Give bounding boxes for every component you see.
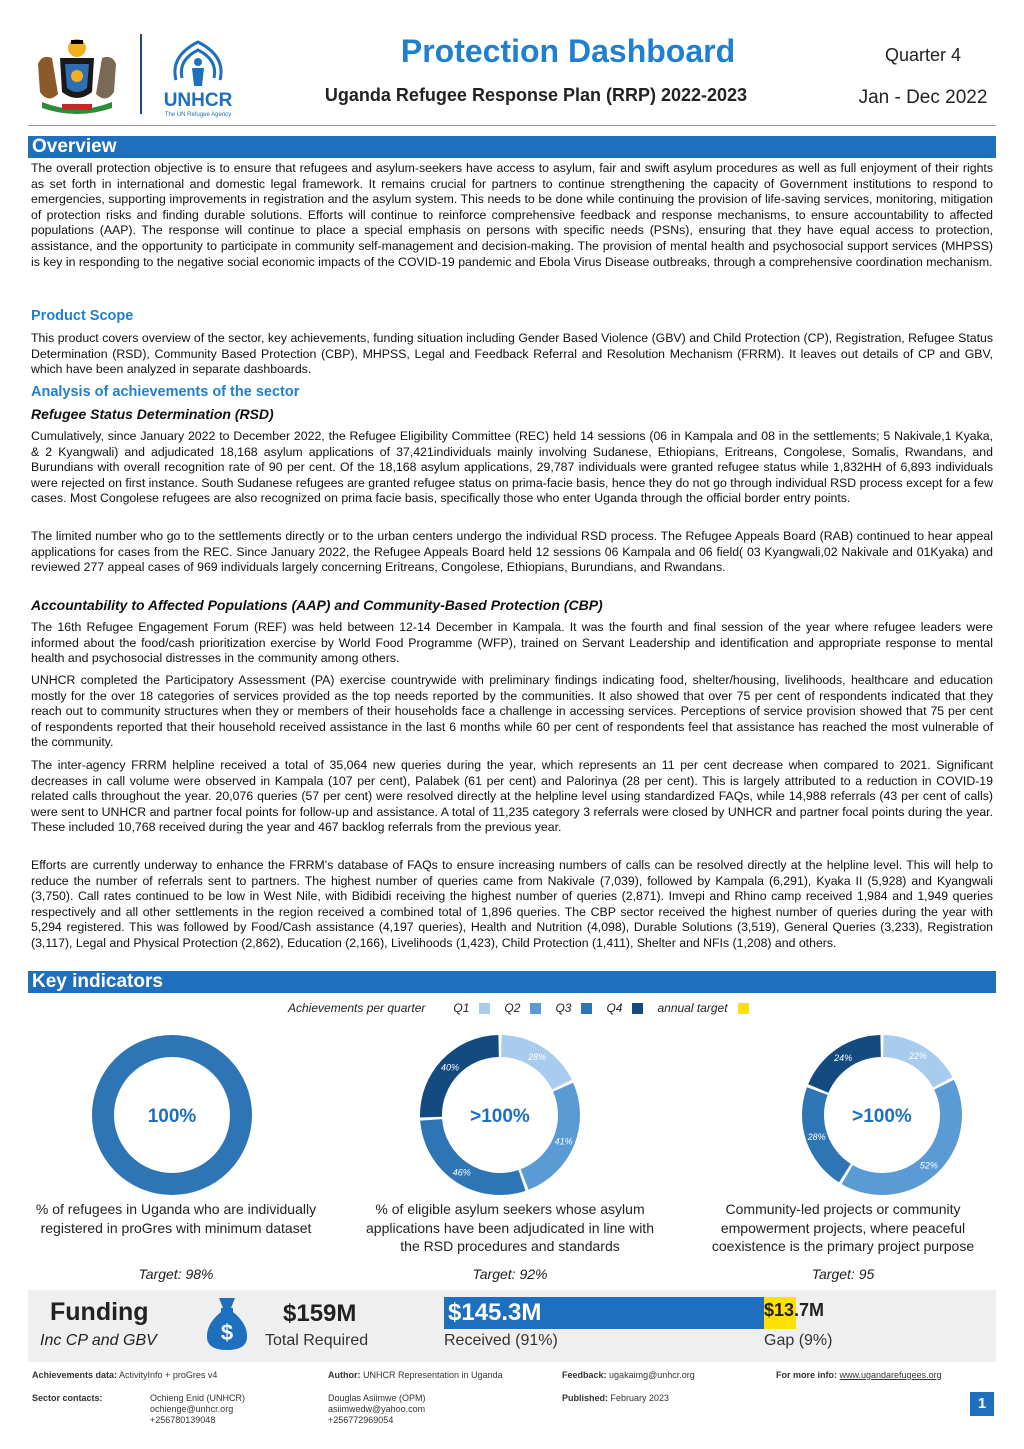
donut-2-segment-q3 [420, 1119, 525, 1195]
donut-2-label-q4: 40% [440, 1062, 459, 1073]
legend-target-swatch [738, 1003, 749, 1014]
funding-gap-label: Gap (9%) [764, 1332, 833, 1349]
donut-3-label-q1: 22% [908, 1051, 927, 1062]
aap-paragraph-4: Efforts are currently underway to enhance the FRRM's database of FAQs to ensure increasing numbers of calls can be resolved directly at the helpline level. This will help to reduce the number of referrals sent to partners. The highest number of queries came from Nakivale (7,039), followed by Kampala (6,291), Kyaka II (5,928) and Kyangwali (3,750). Call rates continued to be low in West Nile, with Bidibidi receiving the highest number of queries (2,871). Imvepi and Rhino camp received 1,984 and 1,949 queries respectively and all other settlements in the region received a combined total of 1,896 queries. The CBP sector received the highest number of queries during the year with 5,294 registered. This was followed by Food/Cash assistance (4,197 queries), Health and Nutrition (4,098), Durable Solutions (3,519), General Queries (3,233), Registration (3,117), Legal and Physical Protection (2,862), Education (2,166), Livelihoods (1,423), Child Protection (1,411), Shelter and NFIs (1,208) and others. [31, 858, 993, 950]
legend-title: Achievements per quarter [288, 1001, 426, 1015]
donut-2-label-q1: 28% [528, 1051, 547, 1062]
footer-more-info: For more info: www.ugandarefugees.org [776, 1370, 942, 1380]
header-divider [140, 34, 142, 114]
rsd-paragraph-1: Cumulatively, since January 2022 to December 2022, the Refugee Eligibility Committee (REC) held 14 sessions (06 in Kampala and 08 in the settlements; 5 Nakivale,1 Kyaka, & 2 Kyangwali) and adjudicated 18,168 asylum applications of 37,421individuals mainly involving Sudanese, Ethiopians, Eritreans, Congolese, Somalis, Rwandans, and Burundians with overall recognition rate of 90 per cent. Of the 18,168 asylum applications, 29,787 individuals were granted refugee status while 1,832HH of 6,893 individuals were rejected on first instance. South Sudanese refugees are granted refugee status on prima-facie basis, hence they do not go through individual RSD process except for a few cases. Most Congolese refugees are also recognized on prima facie basis, specifically those who enter Uganda through the official border entry points. [31, 429, 993, 506]
overview-text: The overall protection objective is to ensure that refugees and asylum-seekers have access to asylum, fair and swift asylum procedures as well as full enjoyment of their rights as set forth in international and domestic legal framework. It remains crucial for partners to continue strengthening the capacity of Government institutions to respond to emergencies, supporting improvements in registration and the asylum system. This needs to be done while continuing the provision of life-saving services, monitoring, mitigation of protection risks and finding durable solutions. Efforts will continue to reinforce comprehensive feedback and response mechanisms, to ensure accountability to affected populations (AAP). The response will continue to place a special emphasis on persons with specific needs (PSNs), ensuring that they have equal access to protection, assistance, and the opportunity to participate in community self-management and decision-making. The provision of mental health and psychosocial support services (MHPSS) is key in responding to the negative social economic impacts of the COVID-19 pandemic and Ebola Virus Disease outbreaks, through a comprehensive coordination mechanism. [31, 161, 993, 269]
aap-paragraph-2: UNHCR completed the Participatory Assessment (PA) exercise countrywide with preliminary findings indicating food, shelter/housing, livelihoods, healthcare and education mostly for the over 18 categories of services provided as the top needs reported by the communities. It also showed that over 75 per cent of respondents indicated that they reach out to community structures when they or members of their households face a challenge in accessing services. Perceptions of service provision showed that 75 per cent of respondents reported that their household received assistance in the last 6 months while 60 per cent of respondents feel that assistance has reached the most vulnerable of the community. [31, 673, 993, 750]
money-bag-icon [204, 1296, 250, 1352]
contact-1-email[interactable]: ochienge@unhcr.org [150, 1404, 234, 1414]
footer-data-source: Achievements data: ActivityInfo + proGres v4 [32, 1370, 218, 1380]
uganda-coat-of-arms-icon [32, 34, 122, 116]
legend-q1-swatch [479, 1003, 490, 1014]
donut-3-segment-q1 [883, 1035, 952, 1087]
footer-feedback: Feedback: ugakaimg@unhcr.org [562, 1370, 695, 1380]
indicator-1-target: Target: 98% [138, 1266, 214, 1282]
donut-2-label-q2: 41% [554, 1136, 573, 1147]
legend-q1: Q1 [453, 1001, 490, 1015]
legend-q3: Q3 [555, 1001, 592, 1015]
donut-2-label-q3: 46% [452, 1167, 471, 1178]
funding-total-value: $159M [283, 1300, 357, 1327]
report-period: Jan - Dec 2022 [858, 87, 988, 108]
legend-q2-swatch [530, 1003, 541, 1014]
donut-1-center-value: 100% [147, 1106, 197, 1127]
page-header [28, 28, 996, 123]
analysis-heading: Analysis of achievements of the sector [31, 384, 300, 400]
indicator-3-donut [800, 1033, 964, 1197]
legend-q4-swatch [632, 1003, 643, 1014]
unhcr-logo-text: UNHCR [163, 90, 233, 111]
footer-contact-1: Ochieng Enid (UNHCR) ochienge@unhcr.org +256780139048 [150, 1393, 246, 1425]
funding-received-value: $145.3M [448, 1299, 542, 1326]
funding-received-label: Received (91%) [444, 1332, 558, 1349]
indicator-3-target: Target: 95 [811, 1266, 875, 1282]
product-scope-text: This product covers overview of the sector, key achievements, funding situation including Gender Based Violence (GBV) and Child Protection (CP), Registration, Refugee Status Determination (RSD), Community Based Protection (CBP), MHPSS, Legal and Feedback Referral and Resolution Mechanism (FRRM). It leaves out details of CP and GBV, which have been analyzed in separate dashboards. [31, 331, 993, 377]
donut-3-center-value: >100% [852, 1106, 912, 1127]
indicator-1-donut [90, 1033, 254, 1197]
indicator-2-donut [418, 1033, 582, 1197]
report-quarter: Quarter 4 [884, 45, 962, 65]
aap-paragraph-1: The 16th Refugee Engagement Forum (REF) was held between 12-14 December in Kampala. It was the fourth and final session of the year where refugee leaders were informed about the food/cash prioritization exercise by World Food Programme (WFP), trained on Servant Leadership and identification and appropriate response to mental health and psychosocial distresses in the community among others. [31, 620, 993, 666]
funding-subtitle: Inc CP and GBV [40, 1332, 157, 1349]
page-number: 1 [970, 1392, 994, 1416]
key-indicators-heading: Key indicators [28, 971, 996, 993]
indicator-2-target: Target: 92% [472, 1266, 548, 1282]
donut-3-label-q2: 52% [919, 1160, 938, 1171]
header-rule [28, 125, 996, 126]
footer-published: Published: February 2023 [562, 1393, 670, 1403]
funding-title: Funding [50, 1298, 149, 1326]
legend-q4: Q4 [606, 1001, 643, 1015]
page-subtitle: Uganda Refugee Response Plan (RRP) 2022-2023 [324, 85, 748, 105]
donut-3-segment-q2 [842, 1080, 962, 1195]
legend-q3-swatch [581, 1003, 592, 1014]
rsd-heading: Refugee Status Determination (RSD) [31, 406, 274, 422]
quarter-legend [288, 1000, 763, 1016]
indicator-2-caption: % of eligible asylum seekers whose asylum applications have been adjudicated in line with the RSD procedures and standards [366, 1201, 654, 1254]
unhcr-logo-tagline: The UN Refugee Agency [164, 112, 232, 118]
aap-heading: Accountability to Affected Populations (AAP) and Community-Based Protection (CBP) [31, 597, 603, 613]
legend-annual-target: annual target [657, 1001, 748, 1015]
product-scope-heading: Product Scope [31, 308, 134, 324]
footer-contact-2: Douglas Asiimwe (OPM) asiimwedw@yahoo.com +256772969054 [328, 1393, 426, 1425]
donut-3-label-q4: 24% [834, 1052, 853, 1063]
unhcr-logo [148, 34, 248, 118]
rsd-paragraph-2: The limited number who go to the settlements directly or to the urban centers undergo the individual RSD process. The Refugee Appeals Board (RAB) continued to hear appeal applications for cases from the REC. Since January 2022, the Refugee Appeals Board held 12 sessions 06 Kampala and 06 field( 03 Kyangwali,02 Nakivale and 01Kyaka) and reviewed 277 appeal cases of 969 individuals largely concerning Eritreans, Congolese, Ethiopians, Burundians, and Rwandans. [31, 529, 993, 575]
donut-3-label-q3: 28% [807, 1131, 826, 1142]
more-info-link[interactable]: www.ugandarefugees.org [839, 1370, 942, 1380]
legend-q2: Q2 [504, 1001, 541, 1015]
page-title: Protection Dashboard [400, 33, 736, 69]
donut-2-segment-q1 [501, 1035, 572, 1089]
currency-symbol: $ [220, 1320, 234, 1345]
aap-paragraph-3: The inter-agency FRRM helpline received a total of 35,064 new queries during the year, which represents an 11 per cent decrease when compared to 2021. Significant decreases in call volume were observed in Kampala (107 per cent), Palabek (61 per cent) and Palorinya (28 per cent). This is largely attributed to a reduction in COVID-19 related calls throughout the year. 20,076 queries (57 per cent) were resolved directly at the helpline level using standardized FAQs, while 14,988 referrals (43 per cent of calls) were sent to UNHCR and partner focal points for follow-up and assistance. A total of 11,235 category 3 referrals were closed by UNHCR and partner focal points during the year. These included 10,768 received during the year and 467 backlog referrals from the previous year. [31, 758, 993, 835]
contact-2-email[interactable]: asiimwedw@yahoo.com [328, 1404, 426, 1414]
footer-contacts-label: Sector contacts: [32, 1393, 103, 1403]
indicator-3-caption: Community-led projects or community empowerment projects, where peaceful coexistence is the primary project purpose [711, 1201, 975, 1254]
footer-author: Author: UNHCR Representation in Uganda [328, 1370, 503, 1380]
donut-3-segment-q4 [808, 1035, 881, 1093]
donut-2-center-value: >100% [470, 1106, 530, 1127]
funding-gap-value: $13.7M [764, 1300, 825, 1320]
overview-heading: Overview [28, 136, 996, 158]
indicator-1-caption: % of refugees in Uganda who are individually registered in proGres with minimum dataset [35, 1201, 317, 1236]
funding-total-label: Total Required [265, 1332, 369, 1349]
